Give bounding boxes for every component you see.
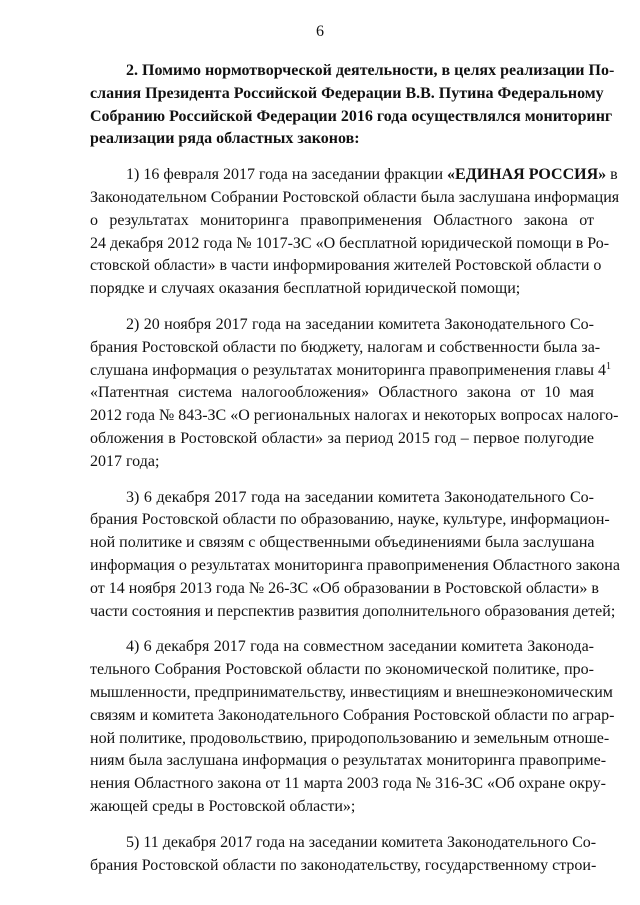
paragraph-line: брания Ростовской области по образованию, науке, культуре, информацион- (90, 511, 610, 529)
heading-line: реализации ряда областных законов: (90, 130, 360, 148)
paragraph-line (90, 360, 612, 383)
party-name: «ЕДИНАЯ РОССИЯ» (447, 166, 607, 184)
paragraph-line: ниям была заслушана информация о результатах мониторинга правоприме- (90, 752, 607, 770)
paragraph-line: 2) 20 ноября 2017 года на заседании комитета Законодательного Со- (126, 315, 594, 333)
heading-line: слания Президента Российской Федерации В.В. Путина Федеральному (90, 84, 604, 102)
paragraph-line: от 14 ноября 2013 года № 26-ЗС «Об образовании в Ростовской области» в (90, 579, 599, 597)
paragraph-line: ной политике и связям с общественными объединениями была заслушана (90, 534, 595, 552)
paragraph-line: жающей среды в Ростовской области»; (90, 797, 356, 815)
paragraph-line: 2017 года; (90, 452, 160, 470)
superscript: 1 (606, 360, 612, 372)
item-5-paragraph (90, 832, 597, 878)
item-1-paragraph (90, 164, 620, 301)
paragraph-line: тельного Собрания Ростовской области по экономической политике, про- (90, 661, 594, 679)
item-2-paragraph (90, 314, 619, 474)
paragraph-line: информация о результатах мониторинга правоприменения Областного закона (90, 556, 620, 574)
item-4-paragraph (90, 636, 615, 818)
page-number: 6 (316, 23, 324, 40)
paragraph-line: Законодательном Собрании Ростовской области была заслушана информация (90, 188, 620, 206)
paragraph-line: 2012 года № 843-ЗС «О региональных налогах и некоторых вопросах налого- (90, 407, 619, 425)
paragraph-line: брания Ростовской области по бюджету, налогам и собственности была за- (90, 338, 601, 356)
paragraph-line: стовской области» в части информирования жителей Ростовской области о (90, 257, 602, 275)
paragraph-line: 3) 6 декабря 2017 года на заседании комитета Законодательного Со- (126, 488, 594, 506)
heading-line: 2. Помимо нормотворческой деятельности, в целях реализации По- (126, 62, 615, 79)
page-content (90, 60, 620, 877)
paragraph-line: 4) 6 декабря 2017 года на совместном заседании комитета Законода- (126, 638, 594, 656)
text-run: в (606, 166, 618, 184)
section-2-heading (90, 60, 615, 151)
paragraph-line: 5) 11 декабря 2017 года на заседании комитета Законодательного Со- (126, 833, 597, 851)
paragraph-line (90, 164, 618, 187)
paragraph-line: брания Ростовской области по законодательству, государственному строи- (90, 856, 597, 874)
item-3-paragraph (90, 487, 620, 624)
paragraph-line: обложения в Ростовской области» за период 2015 год – первое полугодие (90, 429, 594, 447)
paragraph-line: 24 декабря 2012 года № 1017-ЗС «О бесплатной юридической помощи в Ро- (90, 234, 610, 252)
text-run: 1) 16 февраля 2017 года на заседании фракции (126, 166, 448, 184)
heading-line: Собранию Российской Федерации 2016 года осуществлялся мониторинг (90, 107, 613, 125)
paragraph-line: части состояния и перспектив развития дополнительного образования детей; (90, 602, 616, 620)
text-run: слушана информация о результатах мониторинга правоприменения главы 4 (90, 361, 607, 379)
paragraph-line: нения Областного закона от 11 марта 2003 года № 316-ЗС «Об охране окру- (90, 775, 606, 793)
paragraph-line: связям и комитета Законодательного Собрания Ростовской области по аграр- (90, 706, 615, 724)
paragraph-line: мышленности, предпринимательству, инвестициям и внешнеэкономическим (90, 683, 613, 701)
paragraph-line: порядке и случаях оказания бесплатной юридической помощи; (90, 280, 521, 298)
paragraph-line: ной политике, продовольствию, природопользованию и земельным отноше- (90, 729, 610, 747)
paragraph-line: о результатах мониторинга правоприменения Областного закона от (90, 211, 594, 229)
paragraph-line: «Патентная система налогообложения» Областного закона от 10 мая (90, 384, 594, 402)
